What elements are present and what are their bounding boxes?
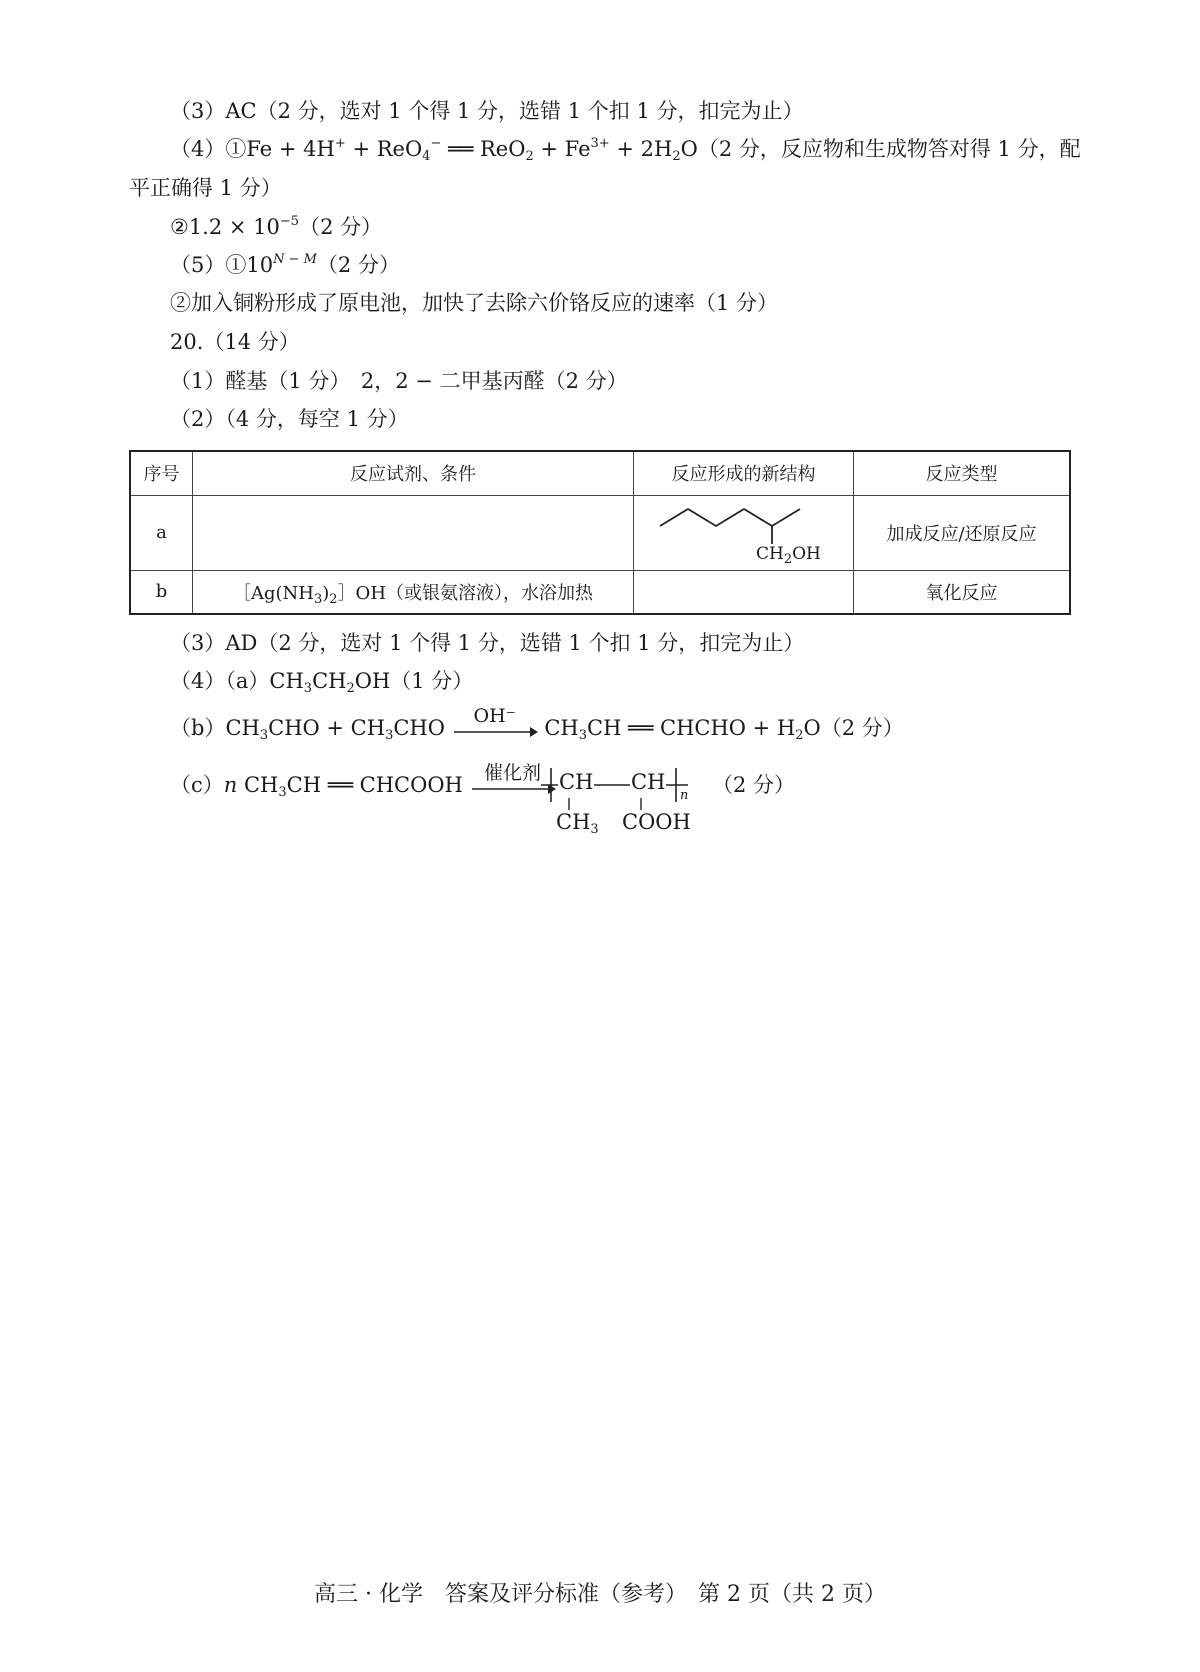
header-cell: 反应类型 xyxy=(854,451,1071,495)
repeat-n: n xyxy=(680,788,689,803)
coefficient-n: n xyxy=(223,773,238,797)
label-part: OH xyxy=(792,543,821,564)
label: （4）① xyxy=(170,137,247,161)
charge: + xyxy=(334,136,346,151)
label: （c） xyxy=(170,773,224,797)
score: （2 分） xyxy=(316,253,400,277)
subscript: 3 xyxy=(313,591,323,607)
row-structure xyxy=(634,570,854,614)
q19-part3: （3）AC（2 分，选对 1 个得 1 分，选错 1 个扣 1 分，扣完为止） xyxy=(170,99,804,123)
row-type: 氧化反应 xyxy=(854,570,1071,614)
q19-part4-score-cont: 平正确得 1 分） xyxy=(129,176,282,200)
substituent-methyl xyxy=(556,810,599,837)
q20-part4c xyxy=(170,762,556,800)
subscript: 2 xyxy=(329,591,338,607)
subscript: 2 xyxy=(795,728,804,743)
exponent: −5 xyxy=(279,214,300,229)
formula-part: CHO xyxy=(393,716,445,740)
carbon-chain xyxy=(660,509,800,526)
formula-part: CH xyxy=(269,669,304,693)
reagent-part: ］OH（或银氨溶液），水浴加热 xyxy=(337,582,594,604)
subscript: 2 xyxy=(783,551,793,567)
score: （1 分） xyxy=(390,669,474,693)
header-cell: 序号 xyxy=(130,451,193,495)
label: （4）（a） xyxy=(170,669,270,693)
subscript: 2 xyxy=(525,149,534,164)
row-id: a xyxy=(130,495,193,570)
arrow-condition: 催化剂 xyxy=(484,762,542,784)
eq-part: + Fe xyxy=(533,137,591,161)
charge: 3+ xyxy=(590,136,610,151)
formula-part: CH xyxy=(556,810,591,834)
q20-part4b xyxy=(170,705,904,743)
table-row xyxy=(130,495,1070,570)
formula-part: CH xyxy=(225,716,260,740)
eq-part: + 2H xyxy=(609,137,673,161)
arrow-icon xyxy=(452,725,538,739)
subscript: 2 xyxy=(672,149,681,164)
charge: − xyxy=(430,136,442,151)
eq-part: Fe + 4H xyxy=(246,137,335,161)
q20-part4a xyxy=(170,666,473,696)
formula-part: CH xyxy=(544,716,579,740)
q19-part5-1 xyxy=(170,250,400,280)
q19-part4-equation xyxy=(170,134,1081,164)
q20-part3: （3）AD（2 分，选对 1 个得 1 分，选错 1 个扣 1 分，扣完为止） xyxy=(170,631,805,655)
header-cell: 反应试剂、条件 xyxy=(193,451,634,495)
label: （5）①10 xyxy=(170,253,274,277)
polymer-ch: CH xyxy=(631,770,666,794)
row-reagent xyxy=(193,570,634,614)
reagent-part: ) xyxy=(322,582,330,604)
structure-label xyxy=(756,543,821,567)
substituent-carboxyl: COOH xyxy=(622,810,691,834)
q20-part1: （1）醛基（1 分） 2，2 − 二甲基丙醛（2 分） xyxy=(170,369,628,393)
label-part: CH xyxy=(756,543,784,564)
subscript: 3 xyxy=(303,681,313,696)
row-reagent xyxy=(193,495,634,570)
formula-part: CH xyxy=(312,669,347,693)
subscript: 3 xyxy=(278,785,287,800)
formula-part: OH xyxy=(354,669,391,693)
score: （2 分，反应物和生成物答对得 1 分，配 xyxy=(697,137,1081,161)
formula-part: CHO + CH xyxy=(268,716,386,740)
polymer-ch: CH xyxy=(559,770,594,794)
formula-part: CH ══ CHCHO + H xyxy=(587,716,796,740)
exponent: N − M xyxy=(273,252,317,267)
q20-title: 20.（14 分） xyxy=(170,330,300,354)
answer-table xyxy=(129,450,1071,615)
row-type: 加成反应/还原反应 xyxy=(854,495,1071,570)
row-structure xyxy=(634,495,854,570)
eq-part: + ReO xyxy=(345,137,423,161)
subscript: 3 xyxy=(590,822,599,837)
subscript: 3 xyxy=(385,728,394,743)
table-row xyxy=(130,570,1070,614)
header-cell: 反应形成的新结构 xyxy=(634,451,854,495)
polymer-structure xyxy=(538,764,708,837)
score: （2 分） xyxy=(820,716,904,740)
mantissa: ②1.2 × 10 xyxy=(170,215,280,239)
eq-part: ══ ReO xyxy=(441,137,526,161)
subscript: 3 xyxy=(259,728,269,743)
subscript: 4 xyxy=(422,149,431,164)
arrow-condition: OH⁻ xyxy=(473,705,516,727)
formula-part: CH ══ CHCOOH xyxy=(286,773,463,797)
label: （b） xyxy=(170,716,226,740)
subscript: 2 xyxy=(346,681,355,696)
q20-part4c-score: （2 分） xyxy=(712,773,796,797)
q19-part4-2 xyxy=(170,212,382,242)
formula-part: O xyxy=(803,716,821,740)
subscript: 3 xyxy=(578,728,587,743)
score: （2 分） xyxy=(299,215,383,239)
q20-part2: （2）（4 分，每空 1 分） xyxy=(170,407,409,431)
eq-part: O xyxy=(680,137,698,161)
row-id: b xyxy=(130,570,193,614)
reaction-arrow xyxy=(452,705,538,743)
formula-part: CH xyxy=(237,773,279,797)
reagent-part: ［Ag(NH xyxy=(232,582,314,604)
page-footer: 高三 · 化学 答案及评分标准（参考） 第 2 页（共 2 页） xyxy=(314,1582,886,1607)
table-header-row xyxy=(130,451,1070,495)
q19-part5-2: ②加入铜粉形成了原电池，加快了去除六价铬反应的速率（1 分） xyxy=(170,291,779,315)
